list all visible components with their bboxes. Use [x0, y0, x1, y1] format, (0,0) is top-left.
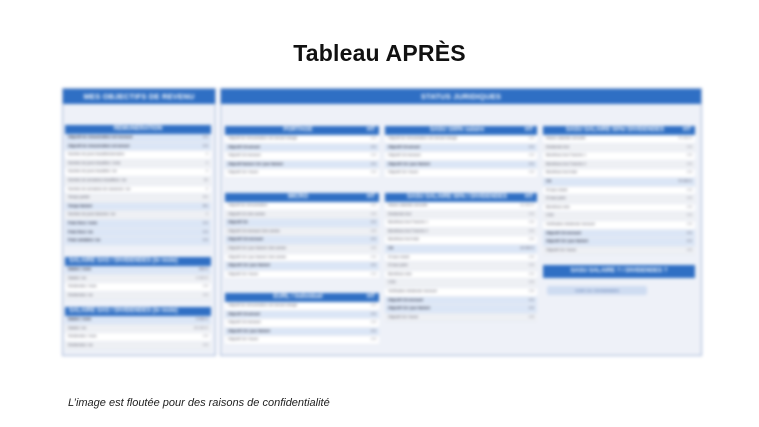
row-value: 0 € — [529, 136, 534, 140]
table-row — [65, 194, 211, 203]
row-label: Vérification dividende mensuel — [546, 221, 595, 226]
row-label: Temps facturé — [68, 203, 93, 208]
row-label: Frais fixes / mois — [68, 220, 98, 225]
row-value: 0% — [202, 203, 208, 208]
table-row — [65, 266, 211, 275]
row-label: Dividendes / mois — [68, 334, 97, 339]
row-label: Objectif CA mensuel — [388, 297, 424, 302]
table-row — [385, 144, 537, 153]
row-value: 0 € — [203, 284, 208, 289]
table-row — [225, 135, 379, 144]
row-value: 0 € — [687, 161, 692, 166]
table-row — [385, 202, 537, 211]
page-title: Tableau APRÈS — [293, 40, 466, 66]
row-value: 0 € — [203, 135, 208, 139]
table-row — [225, 161, 379, 170]
sasu-50-header: SASU SALAIRE 50% / DIVIDENDES HT — [385, 193, 537, 202]
sasu-dividends-header: SASU SALAIRE 50%/ DIVIDENDES HT — [543, 126, 695, 135]
row-label: Objectif CA / jour facturé — [388, 306, 431, 311]
sasu-dividends-rows — [543, 135, 695, 255]
row-label: IS taux réduit — [388, 254, 410, 259]
remuneration-rows — [65, 134, 211, 246]
row-value: 0 000 € — [196, 317, 208, 321]
row-label: Objectif de rémunération net mensuel — [68, 135, 133, 139]
salary-dividends-header: SALAIRE SAS / DIVIDENDES (le reste) — [65, 257, 211, 266]
row-value: 0 € — [687, 170, 692, 175]
row-value: 0 € — [371, 144, 376, 149]
row-value: 0 € — [687, 153, 692, 158]
row-value: 0 € — [203, 143, 208, 148]
table-row — [65, 151, 211, 160]
row-value: 0 € — [203, 220, 208, 225]
row-value: 0 € — [203, 334, 208, 339]
row-value: 0 € — [529, 220, 534, 225]
table-row — [225, 271, 379, 280]
row-label: Objectif CA mensuel — [228, 320, 261, 325]
row-label: Bénéfices brut Tranche 2 — [546, 161, 586, 166]
row-value: 0 € — [529, 297, 534, 302]
table-row — [385, 288, 537, 297]
row-label: Nombre de jours travaillés/semaine — [68, 152, 125, 157]
table-row — [65, 143, 211, 152]
row-label: Objectif CA — [228, 220, 248, 225]
row-value: 0 € — [529, 228, 534, 233]
table-row — [65, 177, 211, 186]
table-row — [385, 219, 537, 228]
row-value: 0 — [206, 212, 208, 217]
table-row — [543, 152, 695, 161]
table-row — [225, 152, 379, 161]
table-row — [385, 262, 537, 271]
row-label: Objectif CA mensuel — [546, 230, 582, 235]
row-label: Objectif CA 1ère année — [228, 211, 266, 216]
row-label: Objectif de rémunération net annuel chargé — [228, 303, 298, 307]
row-label: Objectif CA annuel — [228, 311, 261, 316]
row-value: 0% — [202, 195, 208, 200]
row-label: Objectif de rémunération net annuel chargé — [388, 136, 458, 140]
row-label: Nombre de semaines de vacances / an — [68, 186, 131, 191]
table-row — [65, 275, 211, 284]
objectives-panel — [62, 88, 216, 356]
row-label: CA — [388, 245, 394, 250]
row-value: 0 € — [529, 271, 534, 276]
row-label: Nombre de jours travaillés / mois — [68, 160, 121, 165]
row-value: 0 € — [529, 254, 534, 259]
table-row — [543, 169, 695, 178]
table-row — [385, 228, 537, 237]
row-label: IS taux réduit — [546, 187, 568, 192]
see-ca-dividends-button[interactable]: VOIR CA / DIVIDENDES — [547, 286, 647, 295]
row-label: Objectif facturé CA / jour facturé — [228, 161, 284, 166]
table-row — [385, 161, 537, 170]
row-value: 0 € — [529, 263, 534, 268]
row-label: Bénéfices brut Tranche 2 — [388, 228, 428, 233]
row-value: 0 € — [687, 144, 692, 149]
table-row — [385, 254, 537, 263]
row-value: 70 000 € — [678, 178, 692, 183]
row-value: 0 € — [371, 220, 376, 225]
micro-rows — [225, 202, 379, 279]
table-row — [385, 271, 537, 280]
row-value: 0 € — [371, 203, 376, 207]
row-value: 70 000 € — [678, 136, 692, 140]
table-row — [543, 135, 695, 144]
row-label: Dividendes / mois — [68, 284, 97, 289]
table-row — [65, 229, 211, 238]
row-value: 0 — [206, 160, 208, 165]
row-value: 0 € — [687, 187, 692, 192]
sasu-50-rows — [385, 202, 537, 322]
row-label: Bénéfices brut total — [546, 170, 577, 175]
table-row — [543, 212, 695, 221]
row-label: CSG — [388, 280, 396, 285]
row-label: Objectif CA mensuel — [228, 237, 264, 242]
row-value: 0 € — [371, 263, 376, 268]
row-value: 0 € — [529, 280, 534, 285]
row-label: IS taux plein — [546, 196, 566, 201]
row-value: 0 € — [687, 230, 692, 235]
table-row — [543, 195, 695, 204]
legal-status-panel — [220, 88, 702, 356]
salary-dividends-header-2: SALAIRE SAS / DIVIDENDES (le reste) — [65, 307, 211, 316]
row-label: Objectif CA / jour facturé — [388, 161, 431, 166]
row-label: IS taux plein — [388, 263, 408, 268]
row-value: 0 € — [371, 153, 376, 158]
table-row — [65, 220, 211, 229]
row-value: 000 € — [199, 267, 208, 271]
table-row — [225, 211, 379, 220]
table-row — [385, 211, 537, 220]
row-value: 0 € — [529, 237, 534, 242]
row-label: Salaire / an — [68, 325, 87, 330]
row-label: Frais variables / an — [68, 238, 101, 243]
row-value: 0 € — [529, 144, 534, 149]
row-value: 0 € — [687, 247, 692, 252]
row-label: Objectif CA / jour facturé — [546, 239, 589, 244]
row-label: Dividende brut — [546, 144, 570, 149]
table-row — [65, 292, 211, 301]
objectives-panel-title: MES OBJECTIFS DE REVENU — [63, 89, 215, 104]
row-label: Objectif CA / jour facturé 1ère année — [228, 254, 287, 259]
row-label: Objectif CA mensuel — [388, 153, 421, 158]
row-label: Bénéfices brut total — [388, 237, 419, 242]
table-row — [225, 336, 379, 345]
row-label: Objectif CA mensuel 1ère année — [228, 228, 280, 233]
row-label: Dividendes / an — [68, 292, 93, 297]
table-row — [543, 238, 695, 247]
table-row — [385, 135, 537, 144]
row-value: 0 € — [687, 221, 692, 226]
table-row — [65, 333, 211, 342]
row-label: Temps partiel — [68, 195, 90, 200]
row-value: 0 € — [371, 320, 376, 325]
table-row — [543, 221, 695, 230]
table-row — [225, 144, 379, 153]
row-label: Dividendes / an — [68, 342, 93, 347]
row-label: Objectif CA / heure — [388, 314, 419, 319]
table-row — [65, 168, 211, 177]
row-value: 0 € — [371, 228, 376, 233]
table-row — [543, 204, 695, 213]
row-label: Objectif CA / heure — [228, 271, 259, 276]
table-row — [65, 342, 211, 351]
row-label: Objectif CA annuel — [228, 144, 261, 149]
row-label: Bénéfices brut Tranche 1 — [388, 220, 428, 225]
row-label: Frais fixes / an — [68, 229, 93, 234]
table-row — [225, 219, 379, 228]
table-row — [65, 186, 211, 195]
row-label: Objectif CA / heure — [228, 170, 259, 175]
row-label: Salaire / mois — [68, 317, 92, 321]
table-row — [65, 203, 211, 212]
row-label: Bénéfices nets — [546, 204, 570, 209]
row-value: 10 000 € — [520, 245, 534, 250]
row-label: CSG — [546, 213, 554, 218]
row-label: Objectif de rémunération net annuel — [68, 143, 130, 148]
row-value: 0 € — [203, 292, 208, 297]
portage-rows — [225, 135, 379, 178]
table-row — [543, 178, 695, 187]
row-label: Nombre de jours facturés / an — [68, 212, 116, 217]
row-label: Nombre de jours travaillés / an — [68, 169, 117, 174]
row-label: Masse salariale annuelle — [388, 203, 428, 207]
row-label: Objectif CA annuel — [388, 144, 421, 149]
row-value: 0 € — [371, 271, 376, 276]
row-value: 0 € — [371, 237, 376, 242]
row-value: 0 € — [371, 337, 376, 342]
row-label: Objectif CA / jour facturé 1ère année — [228, 245, 287, 250]
table-row — [543, 144, 695, 153]
sasu-100-rows — [385, 135, 537, 178]
table-row — [65, 237, 211, 246]
table-row — [385, 297, 537, 306]
row-value: 0 € — [687, 213, 692, 218]
row-value: 0 € — [687, 239, 692, 244]
row-value: 0 € — [203, 238, 208, 243]
table-row — [65, 160, 211, 169]
table-row — [543, 187, 695, 196]
portage-header: PORTAGE HT — [225, 126, 379, 135]
row-value: 0 € — [203, 229, 208, 234]
table-row — [65, 316, 211, 325]
table-row — [543, 161, 695, 170]
row-label: Masse salariale annuelle — [546, 136, 586, 140]
table-row — [225, 202, 379, 211]
row-value: 00 000 € — [194, 325, 208, 330]
row-value: 10 000 € — [520, 203, 534, 207]
row-value: 0 € — [371, 170, 376, 175]
row-label: Bénéfices brut Tranche 1 — [546, 153, 586, 158]
table-row — [65, 283, 211, 292]
row-label: Objectif CA mensuel — [228, 153, 261, 158]
eurl-rows — [225, 302, 379, 345]
row-value: 0 € — [529, 170, 534, 175]
row-value: 0 € — [371, 245, 376, 250]
table-row — [385, 305, 537, 314]
sasu-custom-header: SASU SALAIRE ? / DIVIDENDES ? — [543, 265, 695, 278]
row-value: 0 € — [687, 196, 692, 201]
table-row — [65, 134, 211, 143]
table-row — [385, 236, 537, 245]
table-row — [65, 325, 211, 334]
row-value: 0 € — [371, 311, 376, 316]
table-row — [225, 328, 379, 337]
row-label: Nombre de semaines travaillées / an — [68, 177, 127, 182]
micro-header: MICRO HT — [225, 193, 379, 202]
row-label: Objectif CA / heure — [546, 247, 577, 252]
table-row — [385, 245, 537, 254]
row-value: 0 € — [371, 254, 376, 259]
remuneration-header: RÉMUNÉRATION — [65, 125, 211, 134]
eurl-header: EURL / Individuel HT — [225, 293, 379, 302]
row-label: Salaire / mois — [68, 267, 92, 271]
row-label: Salaire / an — [68, 275, 87, 280]
table-row — [225, 319, 379, 328]
table-row — [225, 302, 379, 311]
row-value: 0 € — [529, 211, 534, 216]
row-value: 0 € — [371, 303, 376, 307]
legal-status-title: STATUS JURIDIQUES — [221, 89, 701, 104]
row-label: Objectif CA / heure — [388, 170, 419, 175]
table-row — [225, 254, 379, 263]
table-row — [225, 311, 379, 320]
row-value: 0 € — [687, 204, 692, 209]
table-row — [225, 245, 379, 254]
row-value: 0 — [206, 152, 208, 157]
sasu-100-header: SASU 100% salaire HT — [385, 126, 537, 135]
row-label: Dividende brut — [388, 211, 412, 216]
row-value: 0 € — [529, 306, 534, 311]
row-label: Objectif de rémunération net annuel chargé — [228, 136, 298, 140]
table-row — [385, 279, 537, 288]
row-value: 0 € — [529, 288, 534, 293]
row-label: CA — [546, 178, 552, 183]
table-row — [65, 211, 211, 220]
row-value: 0 € — [371, 211, 376, 216]
row-value: 0 € — [371, 161, 376, 166]
blurred-spreadsheet — [62, 88, 702, 358]
row-label: Vérification dividende mensuel — [388, 288, 437, 293]
table-row — [225, 169, 379, 178]
row-value: 0 000 € — [196, 275, 208, 280]
row-value: 52 — [204, 177, 208, 182]
table-row — [225, 262, 379, 271]
confidentiality-caption: L’image est floutée pour des raisons de confidentialité — [68, 397, 330, 409]
salary-dividends-rows — [65, 266, 211, 300]
table-row — [225, 228, 379, 237]
table-row — [543, 230, 695, 239]
row-label: Objectif de rémunération — [228, 203, 268, 207]
row-value: 0 € — [203, 342, 208, 347]
row-value: 0 — [206, 169, 208, 174]
row-label: Objectif CA / jour facturé — [228, 263, 271, 268]
row-value: 0 € — [371, 136, 376, 140]
table-row — [385, 152, 537, 161]
row-value: 0 — [206, 186, 208, 191]
row-value: 0 € — [529, 153, 534, 158]
table-row — [543, 247, 695, 256]
table-row — [385, 169, 537, 178]
row-value: 0 € — [371, 328, 376, 333]
row-value: 0 € — [529, 161, 534, 166]
row-label: Objectif CA / jour facturé — [228, 328, 271, 333]
table-row — [225, 236, 379, 245]
salary-dividends-rows-2 — [65, 316, 211, 350]
row-label: Objectif CA / heure — [228, 337, 259, 342]
row-value: 0 € — [529, 314, 534, 319]
row-label: Bénéfices nets — [388, 271, 412, 276]
table-row — [385, 314, 537, 323]
